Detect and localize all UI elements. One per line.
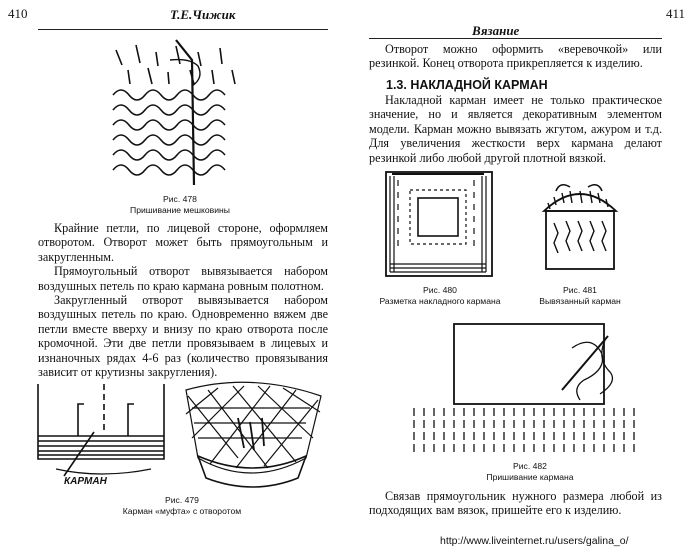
figure-482-label: Рис. 482: [513, 461, 547, 471]
paragraph: Крайние петли, по лицевой стороне, оформляем отворотом. Отворот может быть прямоугольным и закругленным.: [38, 221, 328, 264]
figure-479-caption: Карман «муфта» с отворотом: [122, 505, 242, 516]
pocket-marking-diagram: [384, 168, 494, 280]
section-heading: 1.3. НАКЛАДНОЙ КАРМАН: [386, 78, 548, 92]
left-running-head: Т.Е.Чижик: [170, 7, 236, 22]
figure-479-label: Рис. 479: [165, 495, 199, 505]
paragraph: Закругленный отворот вывязывается набором воздушных петель по краю. Одновременно вяжем две петли вместе вверху и внизу по краю отворота после кромочной. Эти две петли провязываем в лицевых и изнаночных рядах 4-6 раз (количество провязывания зависит от крутизны закругления).: [38, 293, 328, 380]
figure-480-label: Рис. 480: [423, 285, 457, 295]
figure-478-caption: Пришивание мешковины: [130, 204, 230, 215]
watermark-url: http://www.liveinternet.ru/users/galina_o/: [440, 535, 629, 547]
paragraph: Связав прямоугольник нужного размера любой из подходящих вам вязок, пришейте его к изделию.: [369, 489, 662, 518]
left-header-rule: [38, 29, 328, 30]
figure-478-label: Рис. 478: [163, 194, 197, 204]
knitted-pocket-illustration: [540, 175, 620, 275]
paragraph: Отворот можно оформить «веревочкой» или резинкой. Конец отворота прикрепляется к изделию.: [369, 42, 662, 71]
right-body-text: [369, 42, 662, 71]
pocket-drawing-label: КАРМАН: [64, 476, 107, 487]
figure-482-caption: Пришивание кармана: [486, 471, 574, 482]
left-page-number: 410: [8, 6, 28, 21]
right-page-number: 411: [666, 6, 686, 21]
pocket-sewing-illustration: [410, 318, 650, 460]
right-running-head: Вязание: [472, 23, 520, 38]
figure-481-caption: Вывязанный карман: [539, 295, 621, 306]
right-header-rule: [369, 38, 662, 39]
paragraph: Накладной карман имеет не только практическое значение, но и является декоративным элементом модели. Карман можно вывязать жгутом, ажуром и т.д. Для увеличения жесткости верх кармана делают резинкой либо любой другой плотной вязкой.: [369, 93, 662, 165]
muff-pocket-illustration: [178, 378, 328, 493]
pocket-muff-diagram: [36, 384, 166, 494]
paragraph: Прямоугольный отворот вывязывается набором воздушных петель по краю кармана ровным полотном.: [38, 264, 328, 293]
left-body-text: [38, 221, 328, 379]
figure-481-label: Рис. 481: [563, 285, 597, 295]
knitting-stitch-illustration: [108, 40, 248, 190]
figure-480-caption: Разметка накладного кармана: [379, 295, 501, 306]
